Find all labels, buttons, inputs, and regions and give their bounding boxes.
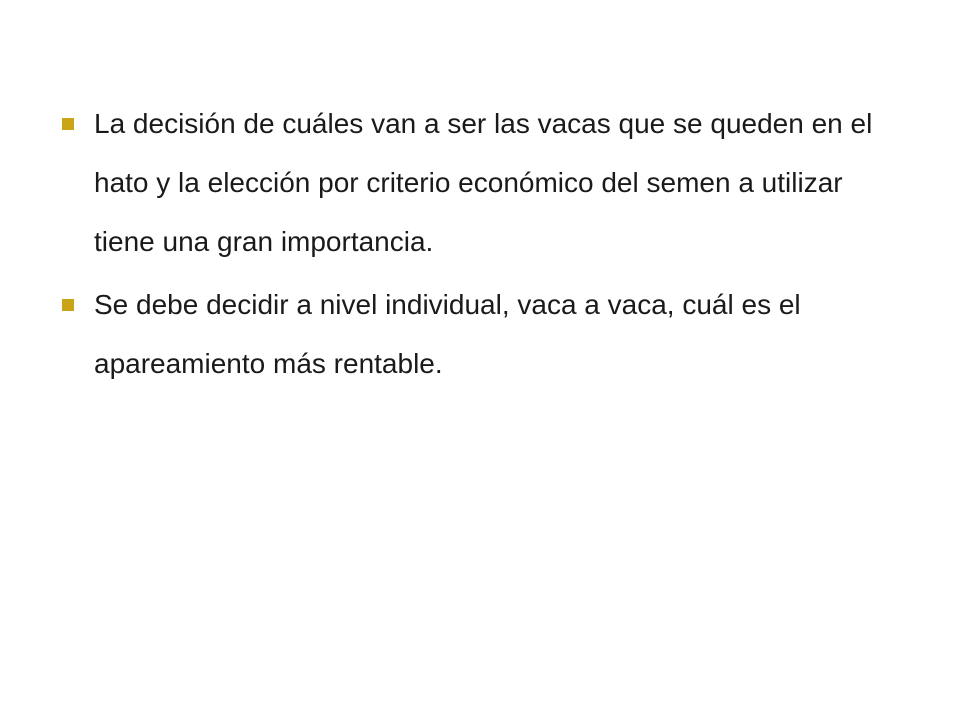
bullet-text: La decisión de cuáles van a ser las vacas que se queden en el hato y la elección por criterio económico del semen a utilizar tiene una gran importancia.: [94, 108, 873, 257]
square-bullet-icon: [62, 299, 74, 311]
bullet-item: [58, 94, 878, 271]
bullet-text: Se debe decidir a nivel individual, vaca a vaca, cuál es el apareamiento más rentable.: [94, 289, 801, 379]
square-bullet-icon: [62, 118, 74, 130]
bullet-list: [58, 94, 878, 397]
bullet-item: [58, 275, 878, 393]
